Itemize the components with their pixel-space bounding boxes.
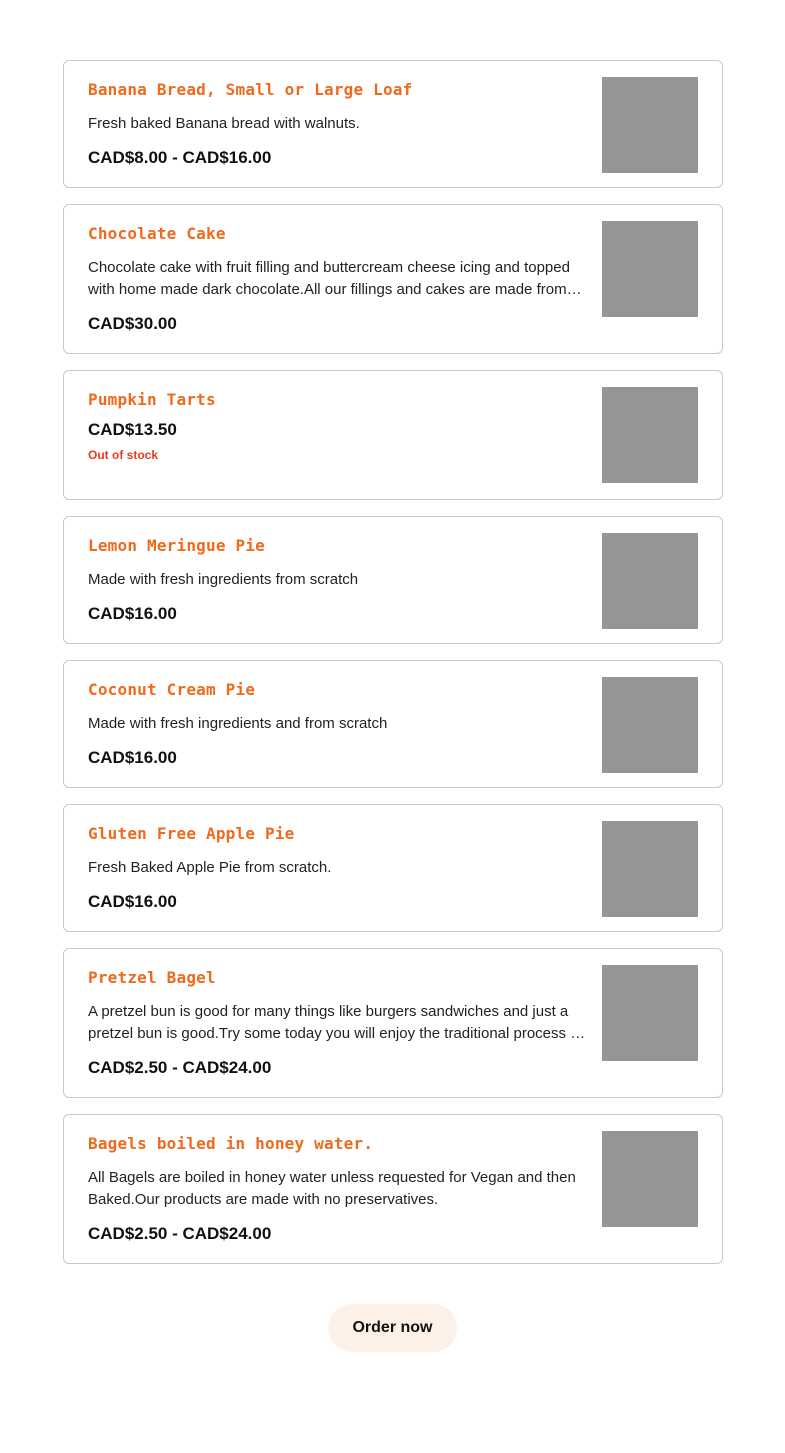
product-price: CAD$30.00 [88,314,177,333]
product-description: A pretzel bun is good for many things like burgers sandwiches and just a pretzel bun is good.Try some today you will enjoy the traditional process of [88,1003,583,1042]
product-image-placeholder[interactable] [602,221,698,317]
product-card-coconut-cream-pie[interactable] [63,660,723,788]
product-title[interactable]: Chocolate Cake [88,224,226,243]
product-card-pretzel-bagel[interactable] [63,948,723,1098]
product-description: Made with fresh ingredients from scratch [88,571,359,588]
product-card-pumpkin-tarts[interactable] [63,370,723,500]
product-card-honey-bagels[interactable] [63,1114,723,1264]
product-title[interactable]: Gluten Free Apple Pie [88,824,295,843]
product-image-placeholder[interactable] [602,77,698,173]
product-image-placeholder[interactable] [602,533,698,629]
product-image-placeholder[interactable] [602,821,698,917]
product-card-banana-bread[interactable] [63,60,723,188]
product-price: CAD$2.50 - CAD$24.00 [88,1058,272,1077]
product-price: CAD$2.50 - CAD$24.00 [88,1224,272,1243]
product-description: Fresh baked Banana bread with walnuts. [88,115,360,132]
product-card-chocolate-cake[interactable] [63,204,723,354]
product-title[interactable]: Pumpkin Tarts [88,390,216,409]
product-price: CAD$8.00 - CAD$16.00 [88,148,272,167]
product-list [63,60,723,1280]
product-title[interactable]: Bagels boiled in honey water. [88,1134,374,1153]
order-button-container [0,1304,785,1352]
order-now-button[interactable]: Order now [328,1304,456,1352]
product-price: CAD$13.50 [88,420,177,439]
product-image-placeholder[interactable] [602,677,698,773]
product-description: Chocolate cake with fruit filling and buttercream cheese icing and topped with home made dark chocolate.All our fillings and cakes are made from [88,259,570,298]
out-of-stock-badge: Out of stock [88,448,159,462]
product-description: Made with fresh ingredients and from scratch [88,715,388,732]
product-image-placeholder[interactable] [602,387,698,483]
product-image-placeholder[interactable] [602,965,698,1061]
product-card-lemon-meringue-pie[interactable] [63,516,723,644]
product-title[interactable]: Lemon Meringue Pie [88,536,265,555]
product-description: All Bagels are boiled in honey water unless requested for Vegan and then Baked.Our products are made with no preservatives. [88,1169,576,1208]
product-title[interactable]: Banana Bread, Small or Large Loaf [88,80,413,99]
product-description: Fresh Baked Apple Pie from scratch. [88,859,332,876]
product-title[interactable]: Coconut Cream Pie [88,680,256,699]
product-card-gluten-free-apple-pie[interactable] [63,804,723,932]
product-image-placeholder[interactable] [602,1131,698,1227]
product-title[interactable]: Pretzel Bagel [88,968,216,987]
product-price: CAD$16.00 [88,604,177,623]
product-price: CAD$16.00 [88,892,177,911]
product-price: CAD$16.00 [88,748,177,767]
